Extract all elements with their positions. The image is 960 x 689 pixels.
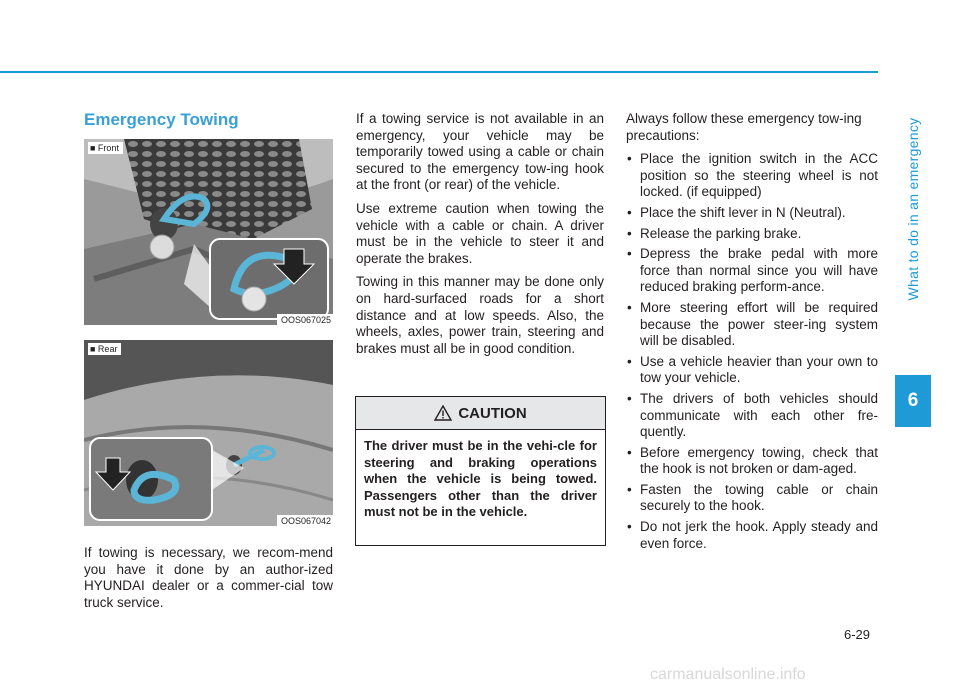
figure-code-rear: OOS067042 <box>277 515 333 526</box>
section-heading: Emergency Towing <box>84 110 239 129</box>
paragraph: Use extreme caution when towing the vehicle with a cable or chain. A driver must be in the vehicle to steer it and operate the brakes. <box>356 200 604 266</box>
paragraph: Towing in this manner may be done only on hard-surfaced roads for a short distance and at low speeds. Also, the wheels, axles, power train, steering and brakes must all be in good condition. <box>356 274 604 356</box>
paragraph: If a towing service is not available in an emergency, your vehicle may be temporarily towed using a cable or chain secured to the emergency tow-ing hook at the front (or rear) of the vehicle. <box>356 111 604 193</box>
column-3-text <box>626 111 878 556</box>
figure-label-front: ■ Front <box>88 142 123 154</box>
rear-tow-hook-figure <box>84 340 333 526</box>
paragraph: If towing is necessary, we recom-mend you have it done by an author-ized HYUNDAI dealer or a commer-cial tow truck service. <box>84 545 333 610</box>
side-chapter-title <box>895 44 931 374</box>
rear-tow-hook-illustration <box>84 340 333 526</box>
figure-label-rear: ■ Rear <box>88 343 121 355</box>
list-item: • The drivers of both vehicles should communicate with each other fre-quently. <box>626 391 878 441</box>
header-rule <box>0 71 878 73</box>
warning-triangle-icon <box>434 405 452 421</box>
watermark: carmanualsonline.info <box>650 666 806 683</box>
list-item: • Before emergency towing, check that the hook is not broken or dam-aged. <box>626 445 878 478</box>
front-tow-hook-illustration <box>84 139 333 325</box>
list-item: • Use a vehicle heavier than your own to tow your vehicle. <box>626 354 878 387</box>
list-item: • Place the shift lever in N (Neutral). <box>626 205 878 222</box>
list-item: • Fasten the towing cable or chain securely to the hook. <box>626 482 878 515</box>
precautions-list <box>626 151 878 552</box>
page-number: 6-29 <box>844 627 871 642</box>
caution-text: The driver must be in the vehi-cle for steering and braking operations when the vehicle is being towed. Passengers other than the driver must not be in the vehicle. <box>364 438 597 519</box>
caution-header <box>356 397 605 430</box>
side-chapter-title-text: What to do in an emergency <box>905 117 921 301</box>
chapter-number-tab: 6 <box>895 375 931 427</box>
list-item: • Depress the brake pedal with more force than normal since you will have reduced braking perform-ance. <box>626 246 878 296</box>
caution-box <box>355 396 606 546</box>
list-item: • More steering effort will be required because the power steer-ing system will be disabled. <box>626 300 878 350</box>
column-2-text <box>356 111 604 364</box>
caution-title: CAUTION <box>458 404 527 422</box>
precautions-intro: Always follow these emergency tow-ing precautions: <box>626 111 862 143</box>
list-item: • Do not jerk the hook. Apply steady and even force. <box>626 519 878 552</box>
list-item: • Release the parking brake. <box>626 226 878 243</box>
list-item: • Place the ignition switch in the ACC position so the steering wheel is not locked. (if equipped) <box>626 151 878 201</box>
front-tow-hook-figure <box>84 139 333 325</box>
column-1-text <box>84 545 333 618</box>
figure-code-front: OOS067025 <box>277 314 333 325</box>
